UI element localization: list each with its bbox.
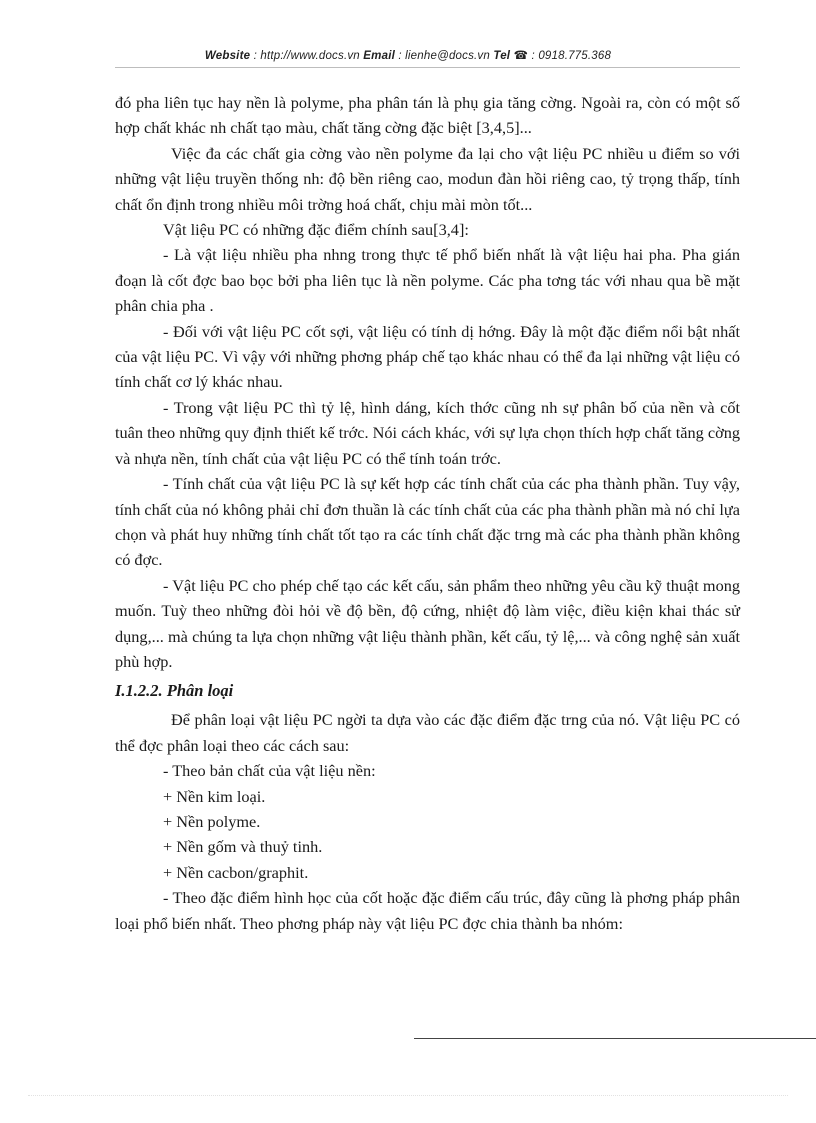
phone-icon: ☎ — [513, 50, 529, 62]
list-item: + Nền polyme. — [163, 811, 261, 831]
section-heading: I.1.2.2. Phân loại — [115, 681, 234, 701]
paragraph: - Tính chất của vật liệu PC là sự kết hợp các tính chất của các pha thành phần. Tuy vậy, tính chất của nó không phải chỉ đơn thuần là các tính chất của các pha thành phần mà nó chỉ lựa chọn và phát huy những tính chất tốt tạo ra các tính chất đặc trng mà các pha thành phần không có đợc. — [115, 474, 740, 570]
paragraph: Việc đa các chất gia cờng vào nền polyme đa lại cho vật liệu PC nhiều u điểm so với những vật liệu truyền thống nh: độ bền riêng cao, modun đàn hồi riêng cao, tỷ trọng thấp, tính chất ổn định trong nhiều môi trờng hoá chất, chịu mài mòn tốt... — [115, 143, 740, 214]
paragraph: - Vật liệu PC cho phép chế tạo các kết cấu, sản phẩm theo những yêu cầu kỹ thuật mong muốn. Tuỳ theo những đòi hỏi về độ bền, độ cứng, nhiệt độ làm việc, điều kiện khai thác sử dụng,... mà chúng ta lựa chọn những vật liệu thành phần, kết cấu, tỷ lệ,... và công nghệ sản xuất phù hợp. — [115, 575, 740, 671]
website-url[interactable]: http://www.docs.vn — [260, 50, 360, 62]
paragraph: - Đối với vật liệu PC cốt sợi, vật liệu có tính dị hớng. Đây là một đặc điểm nổi bật nhất của vật liệu PC. Vì vậy với những phơng pháp chế tạo khác nhau có thể đa lại những vật liệu có tính chất cơ lý khác nhau. — [115, 321, 740, 392]
footer-dotted-line — [28, 1095, 788, 1096]
email-label: Email — [363, 50, 395, 62]
paragraph: - Là vật liệu nhiều pha nhng trong thực tế phổ biến nhất là vật liệu hai pha. Pha gián đoạn là cốt đợc bao bọc bởi pha liên tục là nền polyme. Các pha tơng tác với nhau qua bề mặt phân chia pha . — [115, 245, 740, 316]
page-header — [0, 48, 816, 62]
list-item: + Nền kim loại. — [163, 786, 266, 806]
tel-number: 0918.775.368 — [538, 50, 612, 62]
tel-separator: : — [528, 50, 539, 62]
list-item: - Theo bản chất của vật liệu nền: — [163, 761, 376, 781]
paragraph: - Theo đặc điểm hình học của cốt hoặc đặc điểm cấu trúc, đây cũng là phơng pháp phân loại phổ biến nhất. Theo phơng pháp này vật liệu PC đợc chia thành ba nhóm: — [115, 888, 740, 933]
list-item: + Nền gốm và thuỷ tinh. — [163, 837, 323, 857]
paragraph: Vật liệu PC có những đặc điểm chính sau[3,4]: — [163, 220, 469, 240]
tel-label: Tel — [493, 50, 511, 62]
email-separator: : — [394, 50, 406, 62]
bottom-divider — [414, 1038, 816, 1039]
list-item: + Nền cacbon/graphit. — [163, 862, 309, 882]
header-divider — [115, 67, 740, 68]
paragraph: - Trong vật liệu PC thì tỷ lệ, hình dáng, kích thớc cũng nh sự phân bố của nền và cốt tuân theo những quy định thiết kế trớc. Nói cách khác, với sự lựa chọn thích hợp chất tăng cờng và nhựa nền, tính chất của vật liệu PC có thể tính toán trớc. — [115, 397, 740, 468]
paragraph: đó pha liên tục hay nền là polyme, pha phân tán là phụ gia tăng cờng. Ngoài ra, còn có một số hợp chất khác nh chất tạo màu, chất tăng cờng đặc biệt [3,4,5]... — [115, 93, 740, 138]
website-separator: : — [250, 50, 261, 62]
website-label: Website — [204, 50, 251, 62]
document-body — [115, 90, 740, 936]
email-address[interactable]: lienhe@docs.vn — [405, 50, 490, 62]
paragraph: Để phân loại vật liệu PC ngời ta dựa vào các đặc điểm đặc trng của nó. Vật liệu PC có thể đợc phân loại theo các cách sau: — [115, 710, 740, 755]
